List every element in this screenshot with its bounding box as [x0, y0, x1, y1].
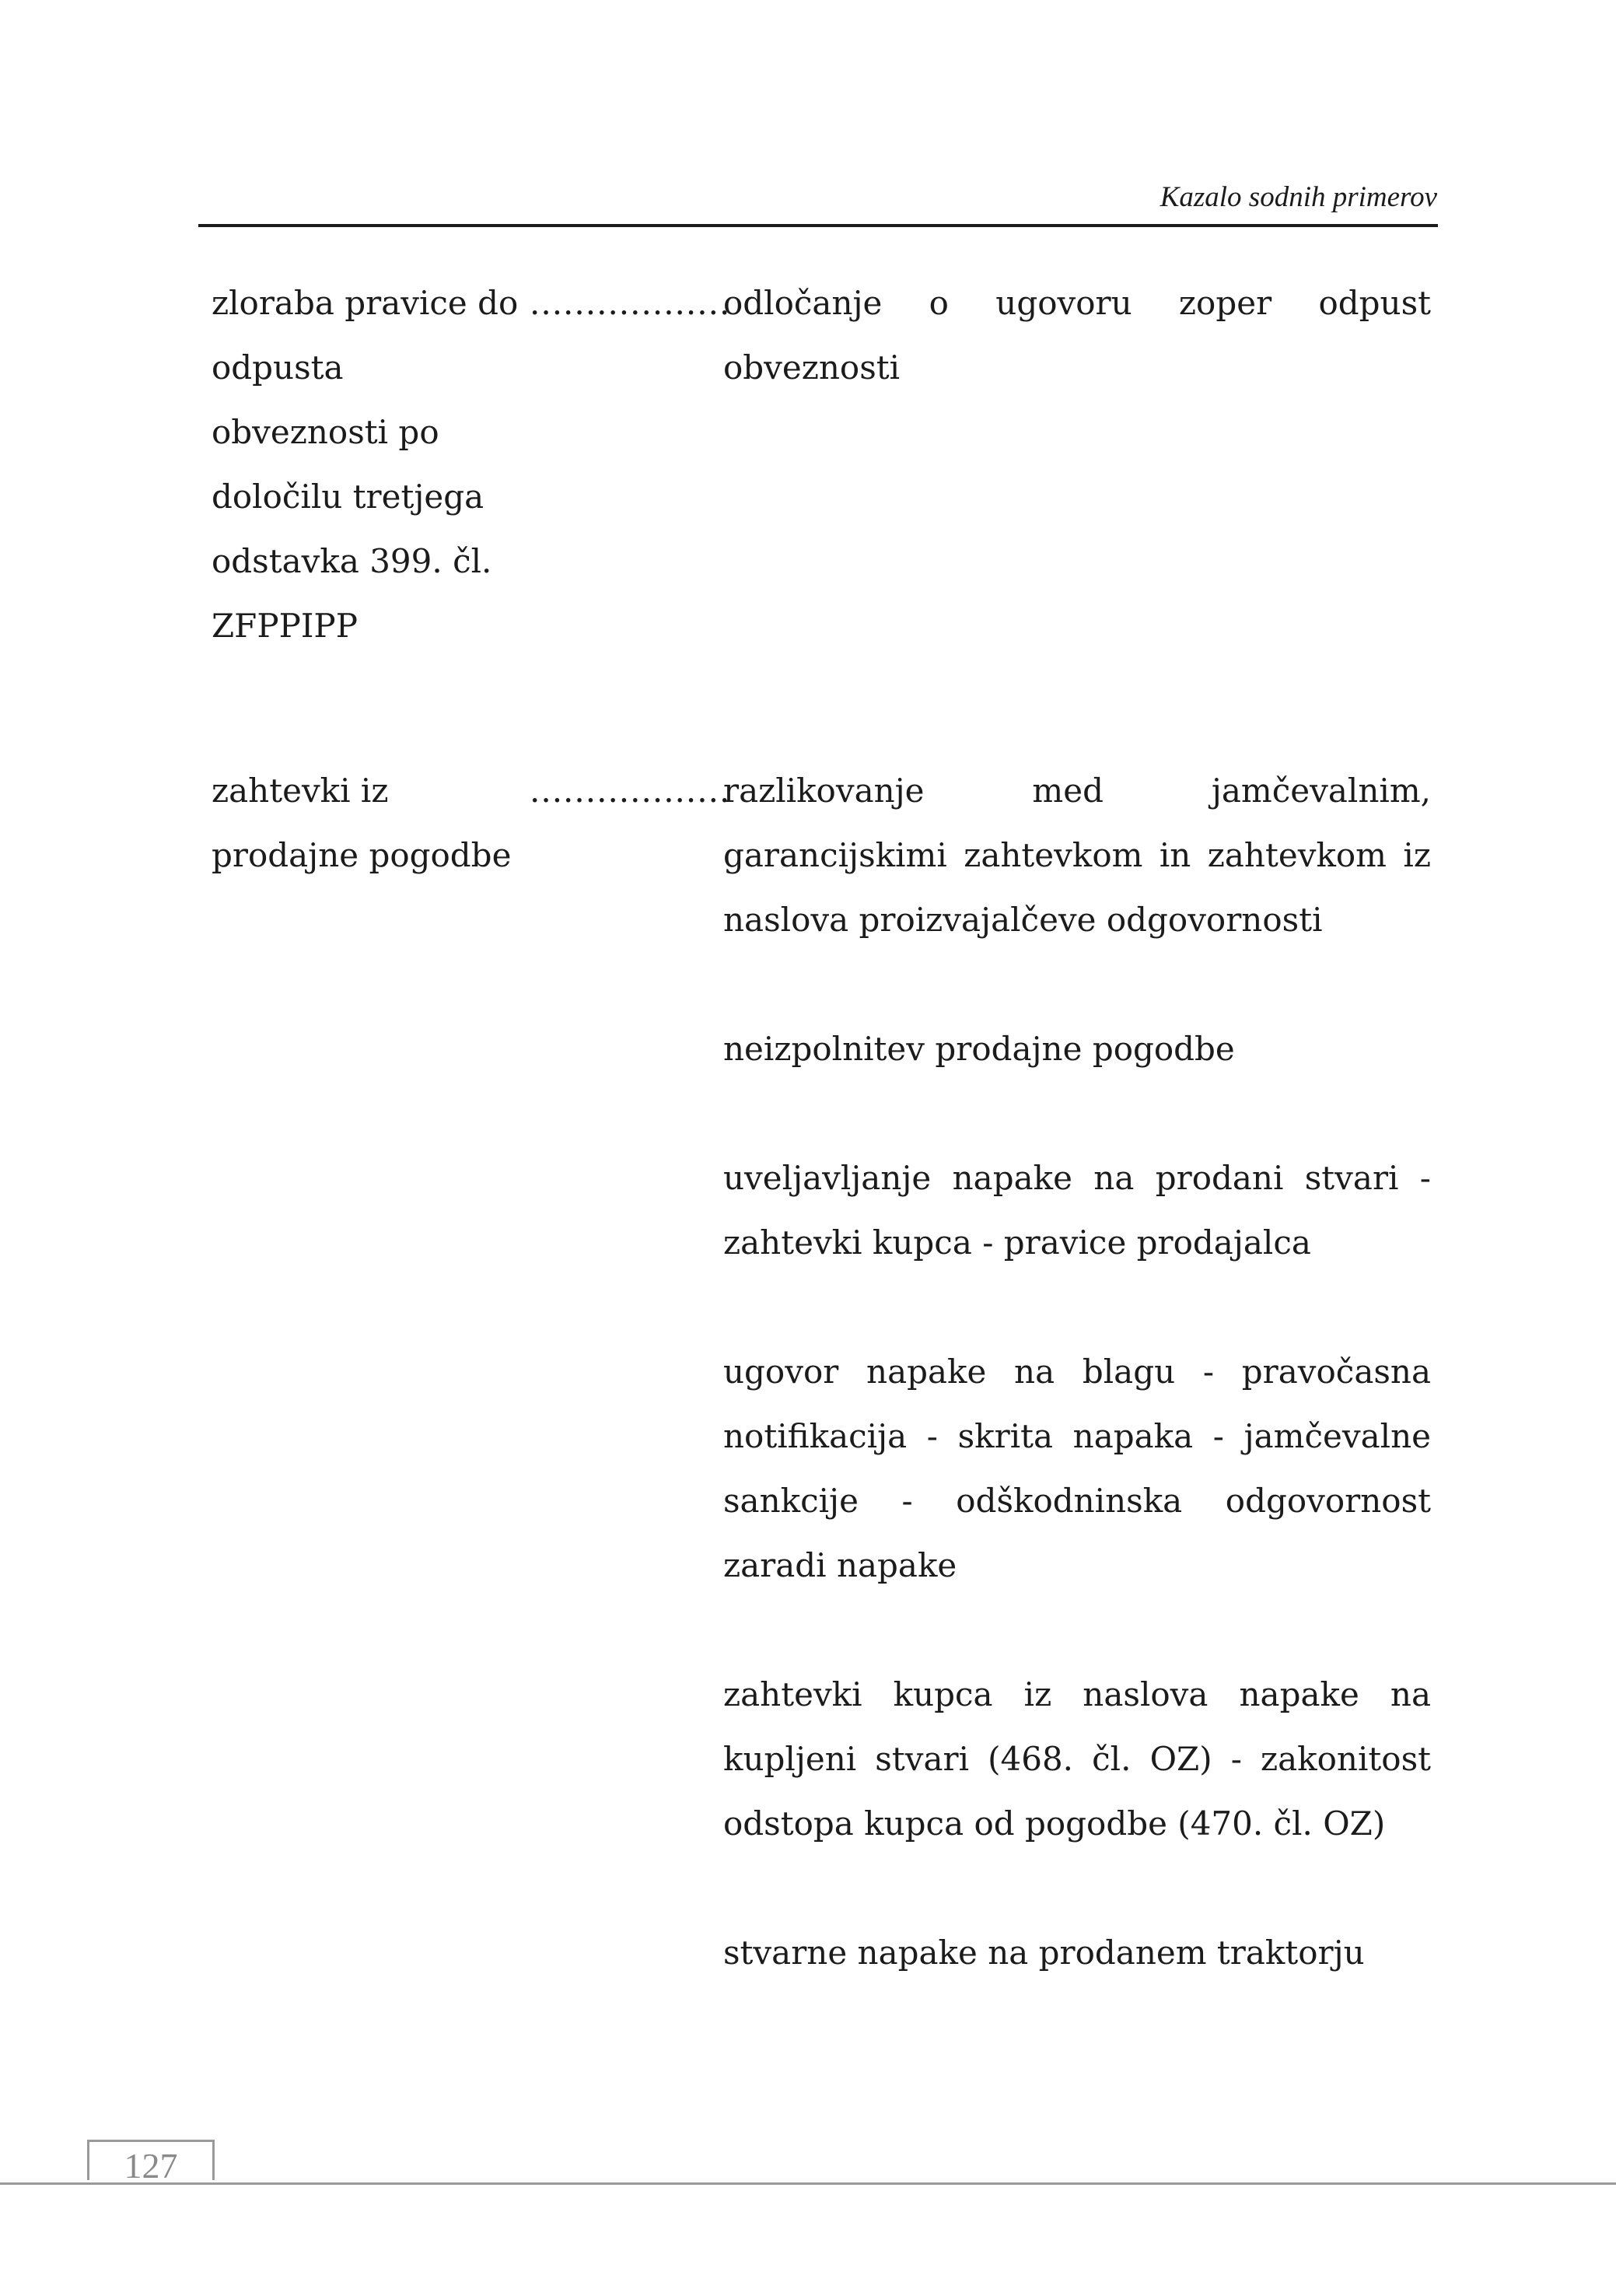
- dot-leader: ..................: [530, 772, 731, 810]
- entry-description: razlikovanje med jamčevalnim, garancijskimi zahtevkom in zahtevkom iz naslova proizvajalčeve odgovornosti: [723, 772, 1431, 939]
- footer-rule: [0, 2182, 1616, 2185]
- entry-description: uveljavljanje napake na prodani stvari - zahtevki kupca - pravice prodajalca: [723, 1159, 1431, 1262]
- dot-leader: ..................: [530, 284, 731, 322]
- page-number-box: [87, 2140, 215, 2186]
- header-rule: [198, 224, 1438, 227]
- entry-descriptions: [723, 271, 1431, 464]
- entry-term: zloraba pravice do odpusta obveznosti po določilu tretjega odstavka 399. čl. ZFPPIPP: [212, 284, 519, 645]
- entry-term: zahtevki iz prodajne pogodbe: [212, 772, 512, 874]
- entry-description: ugovor napake na blagu - pravočasna notifikacija - skrita napaka - jamčevalne sankcije - odškodninska odgovornost zaradi napake: [723, 1353, 1431, 1584]
- page-number: 127: [124, 2146, 178, 2186]
- entry-descriptions: [723, 758, 1431, 2049]
- entry-description: neizpolnitev prodajne pogodbe: [723, 1030, 1235, 1068]
- entry-description: zahtevki kupca iz naslova napake na kupljeni stvari (468. čl. OZ) - zakonitost odstopa kupca od pogodbe (470. čl. OZ): [723, 1675, 1431, 1843]
- entry-description: odločanje o ugovoru zoper odpust obveznosti: [723, 284, 1431, 387]
- running-header-title: Kazalo sodnih primerov: [1160, 181, 1437, 213]
- entry-description: stvarne napake na prodanem traktorju: [723, 1934, 1365, 1972]
